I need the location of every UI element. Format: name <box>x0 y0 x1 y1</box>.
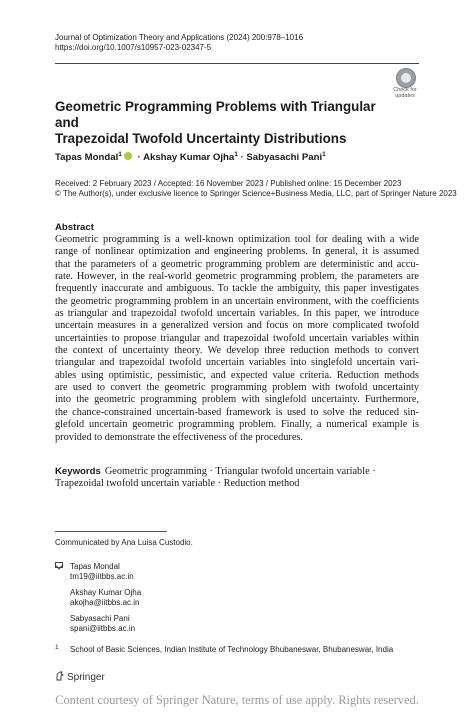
affiliation-mark: 1 <box>55 644 59 651</box>
author-name: Tapas Mondal <box>55 152 119 163</box>
abstract-line: Geometric programming is a well-known optimization tool for dealing with a wide <box>55 234 419 245</box>
title-line-1: Geometric Programming Problems with Triangular and <box>55 99 376 130</box>
title-line-2: Trapezoidal Twofold Uncertainty Distributions <box>55 131 347 146</box>
check-updates-line2: updates <box>395 93 415 99</box>
abstract-line: uncertainties to propose triangular and trapezoidal twofold uncertain variables within <box>55 332 419 344</box>
springer-horse-icon <box>55 671 64 681</box>
author-affiliation-mark: 1 <box>322 151 326 158</box>
abstract-line: into the geometric programming problem with singlefold uncertainty. Furthermore, <box>55 394 419 406</box>
doi-link[interactable]: https://doi.org/10.1007/s10957-023-02347-5 <box>55 43 212 52</box>
keywords-line-1: Geometric programming · Triangular twofold uncertain variable · <box>104 466 376 477</box>
courtesy-notice: Content courtesy of Springer Nature, terms of use apply. Rights reserved. <box>55 693 419 707</box>
abstract-line: glefold uncertain geometric programming problem. Finally, a numerical example is <box>55 419 419 431</box>
abstract-text <box>55 234 419 444</box>
footnote-rule <box>55 531 167 532</box>
abstract-line: rate. However, in the real-world geometric programming problem, the parameters are <box>55 271 419 283</box>
author-separator: · <box>237 152 247 163</box>
abstract-heading: Abstract <box>55 222 94 233</box>
author-separator: · <box>134 152 144 163</box>
keywords-line-2: Trapezoidal twofold uncertain variable · Reduction method <box>55 478 300 490</box>
author-affiliation-mark: 1 <box>234 151 238 158</box>
abstract-line: range of nonlinear optimization and engineering problems. In general, it is assumed <box>55 246 419 258</box>
check-updates-line1: Check for <box>393 87 417 93</box>
header-rule <box>55 63 419 64</box>
publication-dates: Received: 2 February 2023 / Accepted: 16 November 2023 / Published online: 15 December 2023 <box>55 179 402 188</box>
keywords-label: Keywords <box>55 466 101 477</box>
abstract-line: ables using optimistic, pessimistic, and expected value criteria. Reduction methods <box>55 369 419 381</box>
abstract-line: frequently inaccurate and ambiguous. To tackle the ambiguity, this paper investigates <box>55 283 419 295</box>
author-affiliation-mark: 1 <box>118 151 122 158</box>
communicated-by: Communicated by Ana Luisa Custodio. <box>55 538 193 547</box>
abstract-line: that the parameters of a geometric programming problem are deterministic and accu- <box>55 258 419 270</box>
abstract-line: the chance-constrained uncertain-based framework is used to solve the reduced sin- <box>55 406 419 418</box>
abstract-line: uncertain measures in a generalized version and focus on more complicated twofold <box>55 320 419 332</box>
abstract-line: triangular and trapezoidal twofold uncertain variables into singlefold uncertain vari- <box>55 357 419 369</box>
check-for-updates-badge[interactable] <box>390 68 420 102</box>
publisher-name: Springer <box>67 672 105 683</box>
affiliation-text: School of Basic Sciences, Indian Institute of Technology Bhubaneswar, Bhubaneswar, India <box>70 645 394 654</box>
abstract-line: are used to convert the geometric programming problem with twofold uncertainty <box>55 382 419 394</box>
contact-email[interactable]: spani@iitbbs.ac.in <box>70 624 136 633</box>
author-name: Akshay Kumar Ojha <box>143 152 235 163</box>
journal-citation: Journal of Optimization Theory and Applications (2024) 200:978–1016 <box>55 33 304 42</box>
contact-email[interactable]: akojha@iitbbs.ac.in <box>70 598 140 607</box>
contact-name: Sabyasachi Pani <box>70 614 130 623</box>
check-for-updates-icon <box>396 68 416 88</box>
contact-name: Tapas Mondal <box>70 562 120 571</box>
mail-icon <box>55 562 63 568</box>
keywords-block <box>55 466 419 491</box>
abstract-line: the geometric programming problem in an uncertain environment, with the coefficients <box>55 295 419 307</box>
abstract-line: provided to demonstrate the effectiveness of the procedures. <box>55 431 303 443</box>
contact-email[interactable]: tm19@iitbbs.ac.in <box>70 572 134 581</box>
abstract-line: as triangular and trapezoidal twofold uncertain variables. In this paper, we introduce <box>55 308 419 320</box>
author-list <box>55 149 326 164</box>
orcid-icon[interactable] <box>124 152 132 160</box>
author-name: Sabyasachi Pani <box>246 152 323 163</box>
publisher-logo <box>55 671 105 684</box>
contact-name: Akshay Kumar Ojha <box>70 588 142 597</box>
copyright-notice: © The Author(s), under exclusive licence to Springer Science+Business Media, LLC, part of Springer Nature 2023 <box>55 189 457 198</box>
article-title <box>55 99 385 147</box>
abstract-line: the context of uncertainty theory. We develop three reduction methods to convert <box>55 345 419 357</box>
